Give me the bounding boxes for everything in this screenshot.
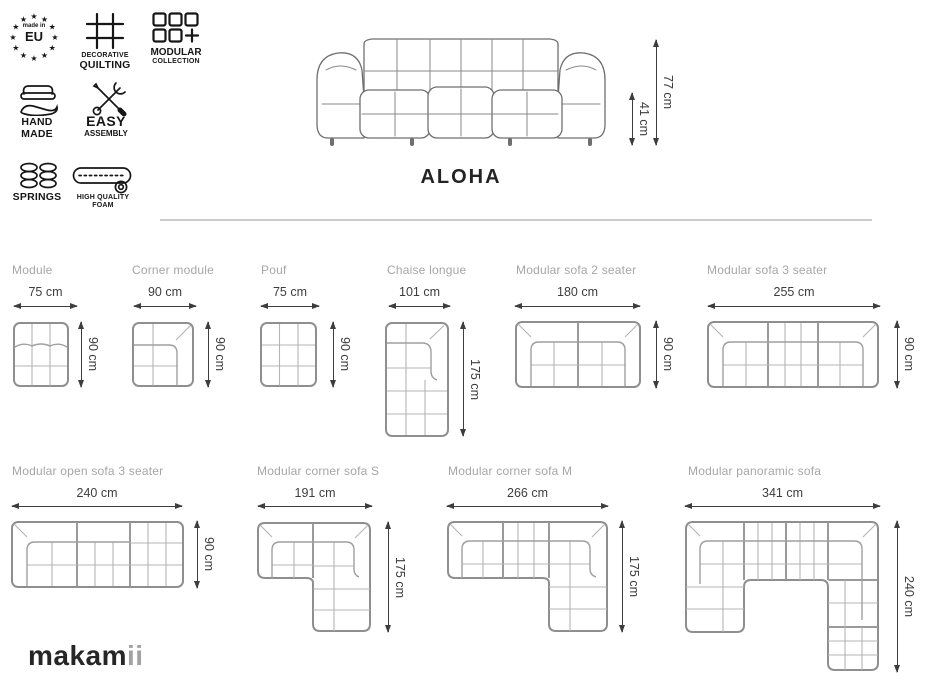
springs-icon [18,161,58,191]
svg-text:★: ★ [48,22,56,32]
svg-text:★: ★ [19,14,28,24]
corner-height-arrow [208,322,209,387]
quilting-label [64,52,146,72]
2seater-height-arrow [656,321,657,388]
handmade-line2: MADE [21,127,53,140]
seat-height-value [637,93,651,145]
cornerS-height-arrow [388,522,389,632]
total-height-arrow [656,40,657,145]
module-height-text: 90 cm [86,337,100,372]
corner-width-value: 90 cm [147,285,183,299]
open3-topview [10,520,185,589]
pouf-height-text: 90 cm [338,337,352,372]
total-height-text: 77 cm [661,75,675,110]
3seater-topview [706,320,880,389]
brand-logo-main: makam [28,640,128,671]
cornerS-topview [256,521,373,633]
open3-height-text: 90 cm [202,537,216,572]
diagram-label-open3: Modular open sofa 3 seater [12,464,164,478]
3seater-height-text: 90 cm [902,337,916,372]
quilting-line2: QUILTING [79,58,131,71]
handmade-line1: HAND [21,116,53,128]
2seater-topview [514,320,642,389]
cornerS-height-text: 175 cm [393,556,407,598]
module-width-arrow [14,306,77,307]
corner-height-value [213,322,227,387]
panoramic-width-arrow [685,506,880,507]
modules-grid-icon [152,12,200,44]
svg-text:★: ★ [30,12,38,21]
svg-text:★: ★ [12,22,20,32]
badge-decorative-quilting [84,12,126,55]
3seater-width-value: 255 cm [773,285,815,299]
3seater-height-value [902,321,916,388]
2seater-width-value: 180 cm [557,285,598,299]
foam-line1: HIGH QUALITY [76,194,130,201]
pouf-width-value: 75 cm [272,285,308,299]
diagram-label-cornerS: Modular corner sofa S [257,464,380,478]
cornerM-height-text: 175 cm [627,556,641,597]
badge-made-in-eu [8,8,60,62]
quilting-icon [84,12,126,50]
seat-height-text: 41 cm [637,101,651,137]
panoramic-height-arrow [897,521,898,672]
corner-width-arrow [134,306,196,307]
eu-label: EU [24,29,44,44]
foam-label [60,194,146,210]
svg-text:★: ★ [19,51,28,61]
panoramic-topview [684,520,881,673]
2seater-height-text: 90 cm [661,337,675,372]
cornerM-height-value [627,521,641,632]
chaise-width-value: 101 cm [399,285,440,299]
corner-module-topview [131,321,195,388]
assembly-line1: EASY [86,113,126,129]
assembly-line2: ASSEMBLY [84,128,128,138]
diagram-label-cornerM: Modular corner sofa M [448,464,573,478]
svg-text:★: ★ [51,33,59,42]
cornerM-width-arrow [447,506,608,507]
badge-modular-collection [152,12,200,49]
diagram-label-2seater: Modular sofa 2 seater [516,263,637,277]
svg-text:★: ★ [40,51,49,61]
pouf-height-value [338,322,352,387]
diagram-label-module: Module [12,263,53,277]
panoramic-width-value: 341 cm [762,486,803,500]
pouf-topview [259,321,318,388]
chaise-height-text: 175 cm [468,358,482,400]
sofa-front-illustration [302,26,620,148]
open3-height-value [202,521,216,588]
springs-line1: SPRINGS [12,191,62,203]
panoramic-height-value [902,521,916,672]
total-height-value [661,40,675,145]
module-width-value: 75 cm [28,285,63,299]
modular-label [136,47,216,66]
chaise-width-arrow [389,306,450,307]
quilting-line1: DECORATIVE [81,52,129,59]
3seater-width-arrow [708,306,880,307]
cornerS-width-arrow [258,506,372,507]
cornerS-height-value [393,522,407,632]
svg-text:★: ★ [12,43,20,53]
open3-height-arrow [197,521,198,588]
open3-width-arrow [12,506,182,507]
modular-line2: COLLECTION [152,58,200,66]
module-height-value [86,322,100,387]
diagram-label-chaise: Chaise longue [387,263,467,277]
chaise-height-value [468,322,482,436]
chaise-topview [384,321,450,438]
product-name: ALOHA [420,166,502,188]
corner-height-text: 90 cm [213,337,227,372]
diagram-label-3seater: Modular sofa 3 seater [707,263,828,277]
svg-text:★: ★ [9,33,17,42]
made-in-label: made in [22,23,46,29]
svg-text:★: ★ [40,14,49,24]
module-height-arrow [81,322,82,387]
diagram-label-corner-module: Corner module [132,263,214,277]
3seater-height-arrow [897,321,898,388]
2seater-width-arrow [515,306,640,307]
diagram-label-pouf: Pouf [261,263,287,277]
2seater-height-value [661,321,675,388]
hand-sofa-icon [15,82,61,116]
foam-line2: FOAM [92,201,114,209]
tools-icon [90,80,128,116]
section-divider [160,219,872,221]
modular-line1: MODULAR [150,47,202,58]
seat-height-arrow [632,93,633,145]
cornerM-topview [446,520,610,633]
svg-text:★: ★ [30,54,38,62]
cornerM-height-arrow [622,521,623,632]
brand-logo-accent: ii [127,640,144,671]
assembly-label [66,114,146,139]
module-topview [12,321,70,388]
pouf-height-arrow [333,322,334,387]
chaise-height-arrow [463,322,464,436]
handmade-label [4,117,70,141]
panoramic-height-text: 240 cm [902,576,916,617]
cornerS-width-value: 191 cm [294,486,336,500]
brand-logo [28,640,144,672]
pouf-width-arrow [261,306,319,307]
diagram-label-panoramic: Modular panoramic sofa [688,464,822,478]
open3-width-value: 240 cm [76,486,118,500]
foam-icon [72,162,134,196]
svg-text:★: ★ [48,43,56,53]
cornerM-width-value: 266 cm [507,486,548,500]
